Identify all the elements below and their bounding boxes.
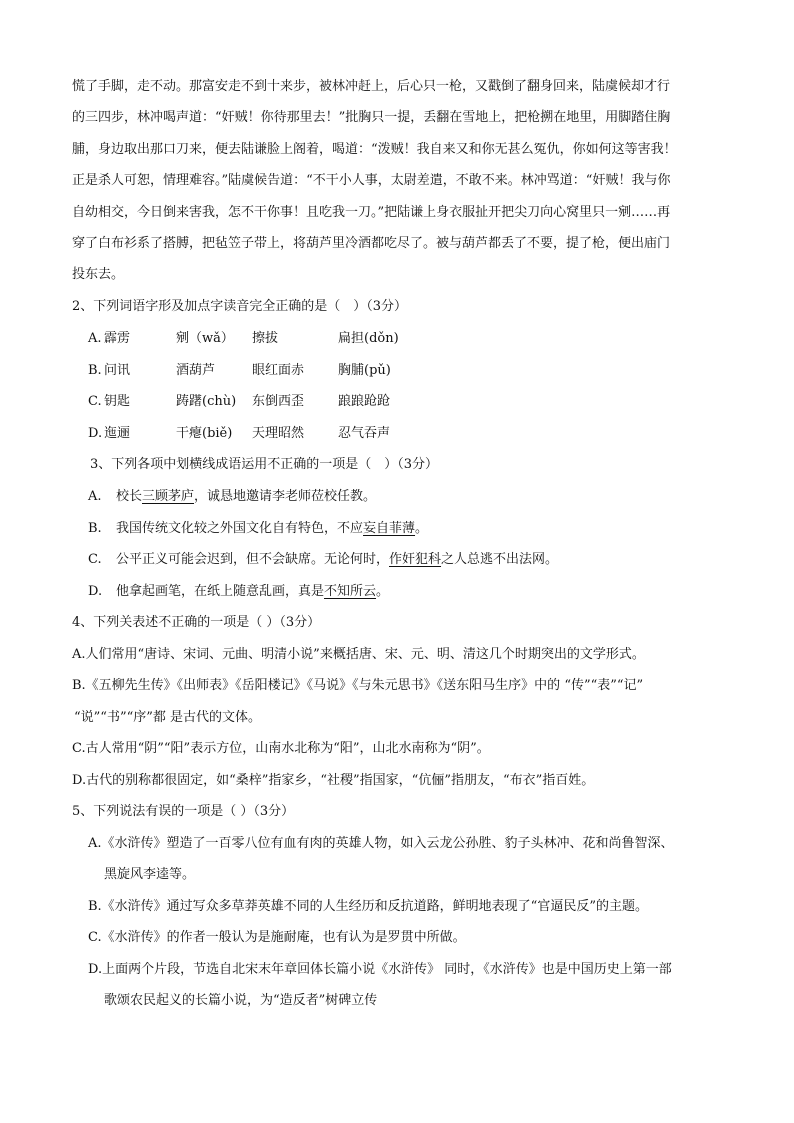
option-label: C. xyxy=(88,394,102,409)
option-word: 踌躇(chù) xyxy=(176,394,237,409)
option-word: 剜（wǎ） xyxy=(176,331,234,346)
option-word: 扁担(dǒn) xyxy=(338,331,399,346)
option-text xyxy=(116,550,558,570)
option-line: C.古人常用“阴”“阳”表示方位，山南水北称为“阳”，山北水南称为“阴”。 xyxy=(72,741,490,756)
question-stem: 5、下列说法有误的一项是（ ）（3分） xyxy=(72,804,295,819)
option-text-post: 。 xyxy=(376,584,390,599)
passage-line: 正是杀人可恕，情理难容。”陆虞候告道：“不干小人事，太尉差遣，不敢不来。林冲骂道：“奸贼！我与你 xyxy=(72,173,671,188)
option-word: 干瘪(biě) xyxy=(176,426,233,441)
option-word: 天理昭然 xyxy=(252,426,305,441)
option-line: B.《水浒传》通过写众多草莽英雄不同的人生经历和反抗道路，鲜明地表现了“官逼民反”的主题。 xyxy=(88,899,648,914)
underlined-idiom: 不知所云 xyxy=(324,584,377,599)
option-line: D.上面两个片段，节选自北宋末年章回体长篇小说《水浒传》 同时，《水浒传》也是中国历史上第一部 xyxy=(88,962,672,977)
option-label: A. xyxy=(88,489,102,504)
option-label: D. xyxy=(88,584,103,599)
option-word: 钥匙 xyxy=(104,394,131,409)
passage-line: 自幼相交，今日倒来害我，怎不干你事！且吃我一刀。”把陆谦上身衣服扯开把尖刀向心窝里只一剜……再 xyxy=(72,205,671,220)
passage-line: 慌了手脚，走不动。那富安走不到十来步，被林冲赶上，后心只一枪，又戳倒了翻身回来，陆虞候却才行 xyxy=(72,79,671,94)
question-stem: 2、下列词语字形及加点字读音完全正确的是（ ）（3分） xyxy=(72,299,408,314)
option-line: C.《水浒传》的作者一般认为是施耐庵，也有认为是罗贯中所做。 xyxy=(88,930,466,945)
question-stem: 3、下列各项中划横线成语运用不正确的一项是（ ）（3分） xyxy=(90,457,439,472)
passage-line: 穿了白布衫系了搭膊，把毡笠子带上，将葫芦里冷酒都吃尽了。被与葫芦都丢了不要，提了枪，便出庙门 xyxy=(72,236,671,251)
option-word: 迤逦 xyxy=(104,426,131,441)
option-text-post: 之人总逃不出法网。 xyxy=(441,552,559,567)
option-text xyxy=(116,487,376,507)
passage-line: 脯，身边取出那口刀来，便去陆谦脸上阁着，喝道：“泼贼！我自来又和你无甚么冤仇，你如何这等害我！ xyxy=(72,142,677,157)
underlined-idiom: 妄自菲薄 xyxy=(363,521,416,536)
option-line: A.人们常用“唐诗、宋词、元曲、明清小说”来概括唐、宋、元、明、清这几个时期突出的文学形式。 xyxy=(72,647,645,662)
option-text-post: 。 xyxy=(415,521,429,536)
option-label: C. xyxy=(88,552,102,567)
option-line: B.《五柳先生传》《出师表》《岳阳楼记》《马说》《与朱元思书》《送东阳马生序》中的 “传”“表”“记” xyxy=(72,678,644,693)
option-label: A. xyxy=(88,331,102,346)
option-line: D.古代的别称都很固定，如“桑梓”指家乡，“社稷”指国家，“伉俪”指朋友，“布衣”指百姓。 xyxy=(72,773,595,788)
underlined-idiom: 作奸犯科 xyxy=(389,552,442,567)
option-text xyxy=(116,519,428,539)
option-word: 问讯 xyxy=(104,363,131,378)
passage-line: 的三四步，林冲喝声道：“奸贼！你待那里去！”批胸只一提，丢翻在雪地上，把枪搠在地里，用脚踏住胸 xyxy=(72,110,671,125)
option-word: 酒葫芦 xyxy=(176,363,216,378)
option-text-post: ，诚恳地邀请李老师莅校任教。 xyxy=(194,489,377,504)
option-label: B. xyxy=(88,521,102,536)
option-label: B. xyxy=(88,363,102,378)
passage-line: 投东去。 xyxy=(72,267,125,282)
option-word: 眼红面赤 xyxy=(252,363,305,378)
option-text xyxy=(116,582,389,602)
option-text-pre: 校长 xyxy=(116,489,143,504)
option-word: 踉踉跄跄 xyxy=(338,394,391,409)
option-word: 忍气吞声 xyxy=(338,426,391,441)
option-label: D. xyxy=(88,426,103,441)
option-line: 黑旋风李逵等。 xyxy=(104,867,196,882)
option-word: 擦拔 xyxy=(252,331,279,346)
option-line: 歌颂农民起义的长篇小说，为“造反者”树碑立传 xyxy=(104,993,378,1008)
option-word: 胸脯(pǔ) xyxy=(338,363,391,378)
option-word: 东倒西歪 xyxy=(252,394,305,409)
option-line: “说”“书”“序”都 是古代的文体。 xyxy=(74,710,262,725)
option-text-pre: 我国传统文化较之外国文化自有特色，不应 xyxy=(116,521,364,536)
underlined-idiom: 三顾茅庐 xyxy=(142,489,195,504)
option-text-pre: 他拿起画笔，在纸上随意乱画，真是 xyxy=(116,584,325,599)
option-line: A.《水浒传》塑造了一百零八位有血有肉的英雄人物，如入云龙公孙胜、豹子头林冲、花和尚鲁智深、 xyxy=(88,836,674,851)
option-word: 霹雳 xyxy=(104,331,131,346)
option-text-pre: 公平正义可能会迟到，但不会缺席。无论何时， xyxy=(116,552,390,567)
question-stem: 4、下列关表述不正确的一项是（ ）（3分） xyxy=(72,615,321,630)
